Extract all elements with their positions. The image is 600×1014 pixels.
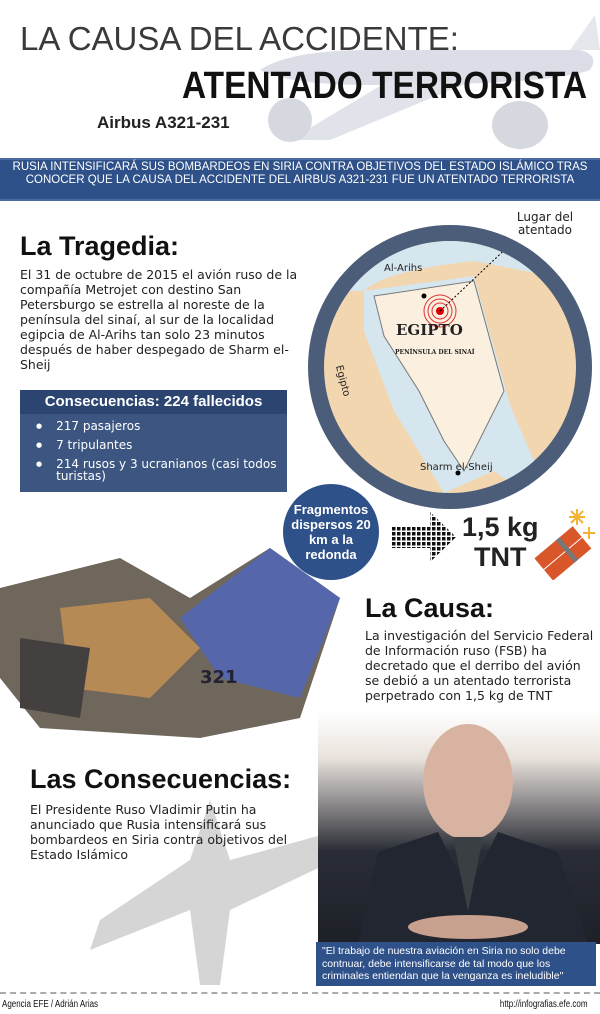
casualties-box bbox=[20, 390, 287, 492]
casualties-item: ● 214 rusos y 3 ucranianos (casi todos turistas) bbox=[36, 458, 287, 482]
tragedia-text: El 31 de octubre de 2015 el avión ruso de la compañía Metrojet con destino San Petersburgo se estrella al noreste de la península del sinaí, al sur de la localidad egipcia de Al-Arihs tan solo 23 minutos después de haber despegado de Sharm el-Sheij bbox=[20, 267, 298, 372]
fragments-badge: Fragmentos dispersos 20 km a la redonda bbox=[283, 484, 379, 580]
footer-divider bbox=[0, 992, 600, 994]
footer-url[interactable]: http://infografias.efe.com bbox=[500, 999, 588, 1010]
dotted-arrow-icon bbox=[392, 512, 458, 562]
headline-banner: RUSIA INTENSIFICARÁ SUS BOMBARDEOS EN SIRIA CONTRA OBJETIVOS DEL ESTADO ISLÁMICO TRAS CONOCER QUE LA CAUSA DEL ACCIDENTE DEL AIRBUS A321-231 FUE UN ATENTADO TERRORISTA bbox=[0, 158, 600, 201]
causa-heading: La Causa: bbox=[365, 593, 495, 623]
sinai-map bbox=[308, 225, 592, 509]
putin-quote: "El trabajo de nuestra aviación en Siria no solo debe contnuar, debe intensificarse de tal modo que los criminales entiendan que la venganza es ineludible" bbox=[316, 942, 596, 986]
title-line-2: ATENTADO TERRORISTA bbox=[182, 65, 587, 107]
tragedia-heading: La Tragedia: bbox=[20, 231, 180, 261]
casualties-heading: Consecuencias: 224 fallecidos bbox=[20, 390, 287, 414]
map-label-region: PENÍNSULA DEL SINAÍ bbox=[395, 349, 475, 356]
dynamite-icon bbox=[525, 505, 600, 580]
title-line-1: LA CAUSA DEL ACCIDENTE: bbox=[20, 20, 459, 57]
map-label-country: EGIPTO bbox=[396, 321, 463, 339]
map-callout: Lugar del atentado bbox=[516, 210, 574, 237]
consecuencias-heading: Las Consecuencias: bbox=[30, 764, 292, 794]
consecuencias-text: El Presidente Ruso Vladimir Putin ha anunciado que Rusia intensificará sus bombardeos en Siria contra objetivos del Estado Islámico bbox=[30, 802, 288, 862]
wreck-label: 321 bbox=[200, 667, 238, 688]
casualties-item: ● 217 pasajeros bbox=[36, 420, 287, 432]
putin-photo bbox=[318, 712, 600, 944]
tnt-unit: TNT bbox=[474, 542, 527, 572]
tnt-weight: 1,5 kg bbox=[462, 512, 539, 542]
casualties-item: ● 7 tripulantes bbox=[36, 439, 287, 451]
causa-text: La investigación del Servicio Federal de Información ruso (FSB) ha decretado que el derribo del avión se debió a un atentado terrorista perpetrado con 1,5 kg de TNT bbox=[365, 628, 594, 703]
subtitle: Airbus A321-231 bbox=[97, 113, 230, 132]
map-label-egipto: Egipto bbox=[332, 364, 352, 398]
footer-credit: Agencia EFE / Adrián Arias bbox=[2, 999, 99, 1010]
map-label-al-arihs: Al-Arihs bbox=[384, 263, 423, 274]
map-label-sharm: Sharm el-Sheij bbox=[420, 462, 493, 473]
